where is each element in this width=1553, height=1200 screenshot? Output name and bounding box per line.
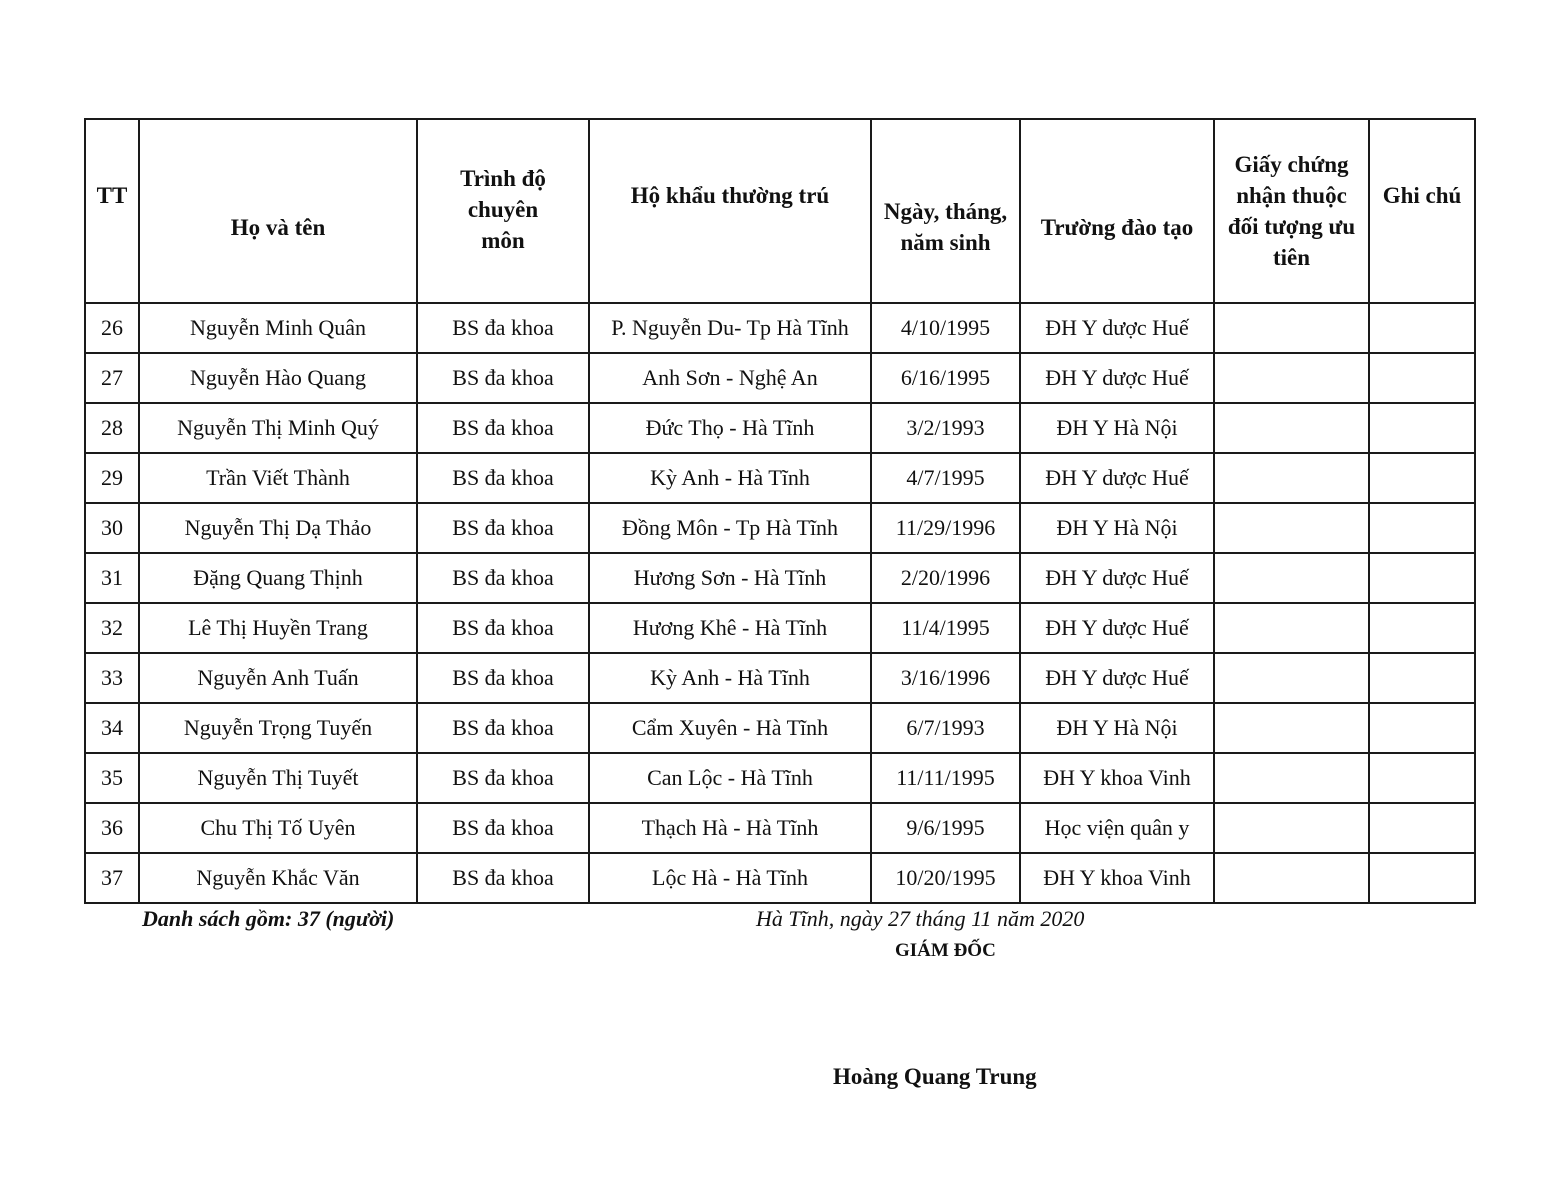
cell-address: Lộc Hà - Hà Tĩnh bbox=[589, 853, 871, 903]
cell-address: Cẩm Xuyên - Hà Tĩnh bbox=[589, 703, 871, 753]
cell-dob: 2/20/1996 bbox=[871, 553, 1020, 603]
cell-address: Kỳ Anh - Hà Tĩnh bbox=[589, 653, 871, 703]
cell-tt: 33 bbox=[85, 653, 139, 703]
table-row bbox=[85, 703, 1475, 753]
table-row bbox=[85, 453, 1475, 503]
cell-tt: 27 bbox=[85, 353, 139, 403]
cell-name: Nguyễn Thị Dạ Thảo bbox=[139, 503, 417, 553]
cell-level: BS đa khoa bbox=[417, 803, 589, 853]
header-name: Họ và tên bbox=[139, 119, 417, 303]
cell-address: Đức Thọ - Hà Tĩnh bbox=[589, 403, 871, 453]
cell-address: Can Lộc - Hà Tĩnh bbox=[589, 753, 871, 803]
cell-name: Nguyễn Hào Quang bbox=[139, 353, 417, 403]
cell-level: BS đa khoa bbox=[417, 603, 589, 653]
cell-level: BS đa khoa bbox=[417, 853, 589, 903]
table-row bbox=[85, 603, 1475, 653]
cell-name: Nguyễn Trọng Tuyến bbox=[139, 703, 417, 753]
header-address: Hộ khẩu thường trú bbox=[589, 119, 871, 303]
cell-level: BS đa khoa bbox=[417, 753, 589, 803]
cell-tt: 31 bbox=[85, 553, 139, 603]
cell-school: ĐH Y dược Huế bbox=[1020, 603, 1214, 653]
header-school: Trường đào tạo bbox=[1020, 119, 1214, 303]
cell-level: BS đa khoa bbox=[417, 403, 589, 453]
cell-dob: 10/20/1995 bbox=[871, 853, 1020, 903]
cell-name: Nguyễn Minh Quân bbox=[139, 303, 417, 353]
cell-note bbox=[1369, 503, 1475, 553]
cell-school: ĐH Y khoa Vinh bbox=[1020, 753, 1214, 803]
cell-tt: 37 bbox=[85, 853, 139, 903]
cell-tt: 28 bbox=[85, 403, 139, 453]
cell-level: BS đa khoa bbox=[417, 303, 589, 353]
cell-priority bbox=[1214, 853, 1369, 903]
cell-note bbox=[1369, 453, 1475, 503]
cell-school: ĐH Y Hà Nội bbox=[1020, 403, 1214, 453]
cell-name: Trần Viết Thành bbox=[139, 453, 417, 503]
cell-level: BS đa khoa bbox=[417, 503, 589, 553]
cell-tt: 36 bbox=[85, 803, 139, 853]
cell-tt: 26 bbox=[85, 303, 139, 353]
cell-tt: 32 bbox=[85, 603, 139, 653]
cell-level: BS đa khoa bbox=[417, 703, 589, 753]
cell-address: Kỳ Anh - Hà Tĩnh bbox=[589, 453, 871, 503]
cell-note bbox=[1369, 403, 1475, 453]
cell-note bbox=[1369, 553, 1475, 603]
cell-level: BS đa khoa bbox=[417, 553, 589, 603]
cell-school: ĐH Y dược Huế bbox=[1020, 303, 1214, 353]
cell-note bbox=[1369, 703, 1475, 753]
cell-tt: 29 bbox=[85, 453, 139, 503]
cell-school: ĐH Y dược Huế bbox=[1020, 453, 1214, 503]
cell-tt: 30 bbox=[85, 503, 139, 553]
cell-dob: 3/16/1996 bbox=[871, 653, 1020, 703]
cell-note bbox=[1369, 603, 1475, 653]
header-priority: Giấy chứng nhận thuộc đối tượng ưu tiên bbox=[1214, 119, 1369, 303]
cell-priority bbox=[1214, 403, 1369, 453]
cell-priority bbox=[1214, 653, 1369, 703]
cell-dob: 4/7/1995 bbox=[871, 453, 1020, 503]
table-row bbox=[85, 753, 1475, 803]
cell-school: ĐH Y Hà Nội bbox=[1020, 703, 1214, 753]
table-row bbox=[85, 353, 1475, 403]
cell-name: Nguyễn Thị Tuyết bbox=[139, 753, 417, 803]
cell-priority bbox=[1214, 303, 1369, 353]
cell-priority bbox=[1214, 553, 1369, 603]
cell-school: ĐH Y khoa Vinh bbox=[1020, 853, 1214, 903]
cell-priority bbox=[1214, 603, 1369, 653]
cell-level: BS đa khoa bbox=[417, 653, 589, 703]
cell-school: ĐH Y Hà Nội bbox=[1020, 503, 1214, 553]
cell-dob: 11/11/1995 bbox=[871, 753, 1020, 803]
cell-priority bbox=[1214, 503, 1369, 553]
cell-name: Lê Thị Huyền Trang bbox=[139, 603, 417, 653]
cell-tt: 34 bbox=[85, 703, 139, 753]
cell-school: ĐH Y dược Huế bbox=[1020, 653, 1214, 703]
place-date: Hà Tĩnh, ngày 27 tháng 11 năm 2020 bbox=[756, 906, 1085, 931]
list-count: Danh sách gồm: 37 (người) bbox=[142, 906, 395, 931]
cell-name: Chu Thị Tố Uyên bbox=[139, 803, 417, 853]
cell-school: ĐH Y dược Huế bbox=[1020, 353, 1214, 403]
table-row bbox=[85, 403, 1475, 453]
cell-name: Nguyễn Anh Tuấn bbox=[139, 653, 417, 703]
table-row bbox=[85, 503, 1475, 553]
cell-priority bbox=[1214, 453, 1369, 503]
signer-title: GIÁM ĐỐC bbox=[895, 940, 996, 961]
cell-note bbox=[1369, 803, 1475, 853]
cell-dob: 9/6/1995 bbox=[871, 803, 1020, 853]
table-row bbox=[85, 553, 1475, 603]
cell-school: Học viện quân y bbox=[1020, 803, 1214, 853]
header-dob: Ngày, tháng, năm sinh bbox=[871, 119, 1020, 303]
cell-name: Nguyễn Thị Minh Quý bbox=[139, 403, 417, 453]
signer-name: Hoàng Quang Trung bbox=[833, 1064, 1037, 1089]
cell-school: ĐH Y dược Huế bbox=[1020, 553, 1214, 603]
cell-dob: 3/2/1993 bbox=[871, 403, 1020, 453]
table-row bbox=[85, 303, 1475, 353]
table-row bbox=[85, 853, 1475, 903]
cell-address: Đồng Môn - Tp Hà Tĩnh bbox=[589, 503, 871, 553]
candidate-table bbox=[84, 118, 1476, 904]
cell-priority bbox=[1214, 703, 1369, 753]
cell-note bbox=[1369, 353, 1475, 403]
cell-priority bbox=[1214, 803, 1369, 853]
cell-address: Anh Sơn - Nghệ An bbox=[589, 353, 871, 403]
cell-dob: 4/10/1995 bbox=[871, 303, 1020, 353]
cell-note bbox=[1369, 303, 1475, 353]
header-note: Ghi chú bbox=[1369, 119, 1475, 303]
cell-level: BS đa khoa bbox=[417, 453, 589, 503]
cell-tt: 35 bbox=[85, 753, 139, 803]
cell-dob: 11/29/1996 bbox=[871, 503, 1020, 553]
table-row bbox=[85, 803, 1475, 853]
cell-dob: 11/4/1995 bbox=[871, 603, 1020, 653]
cell-priority bbox=[1214, 353, 1369, 403]
cell-priority bbox=[1214, 753, 1369, 803]
cell-dob: 6/16/1995 bbox=[871, 353, 1020, 403]
cell-address: P. Nguyễn Du- Tp Hà Tĩnh bbox=[589, 303, 871, 353]
table-row bbox=[85, 653, 1475, 703]
cell-note bbox=[1369, 753, 1475, 803]
cell-name: Nguyễn Khắc Văn bbox=[139, 853, 417, 903]
table-header-row bbox=[85, 119, 1475, 303]
cell-address: Hương Khê - Hà Tĩnh bbox=[589, 603, 871, 653]
cell-note bbox=[1369, 653, 1475, 703]
header-level: Trình độ chuyên môn bbox=[417, 119, 589, 303]
cell-name: Đặng Quang Thịnh bbox=[139, 553, 417, 603]
cell-note bbox=[1369, 853, 1475, 903]
cell-level: BS đa khoa bbox=[417, 353, 589, 403]
cell-address: Hương Sơn - Hà Tĩnh bbox=[589, 553, 871, 603]
header-tt: TT bbox=[85, 119, 139, 303]
cell-dob: 6/7/1993 bbox=[871, 703, 1020, 753]
cell-address: Thạch Hà - Hà Tĩnh bbox=[589, 803, 871, 853]
